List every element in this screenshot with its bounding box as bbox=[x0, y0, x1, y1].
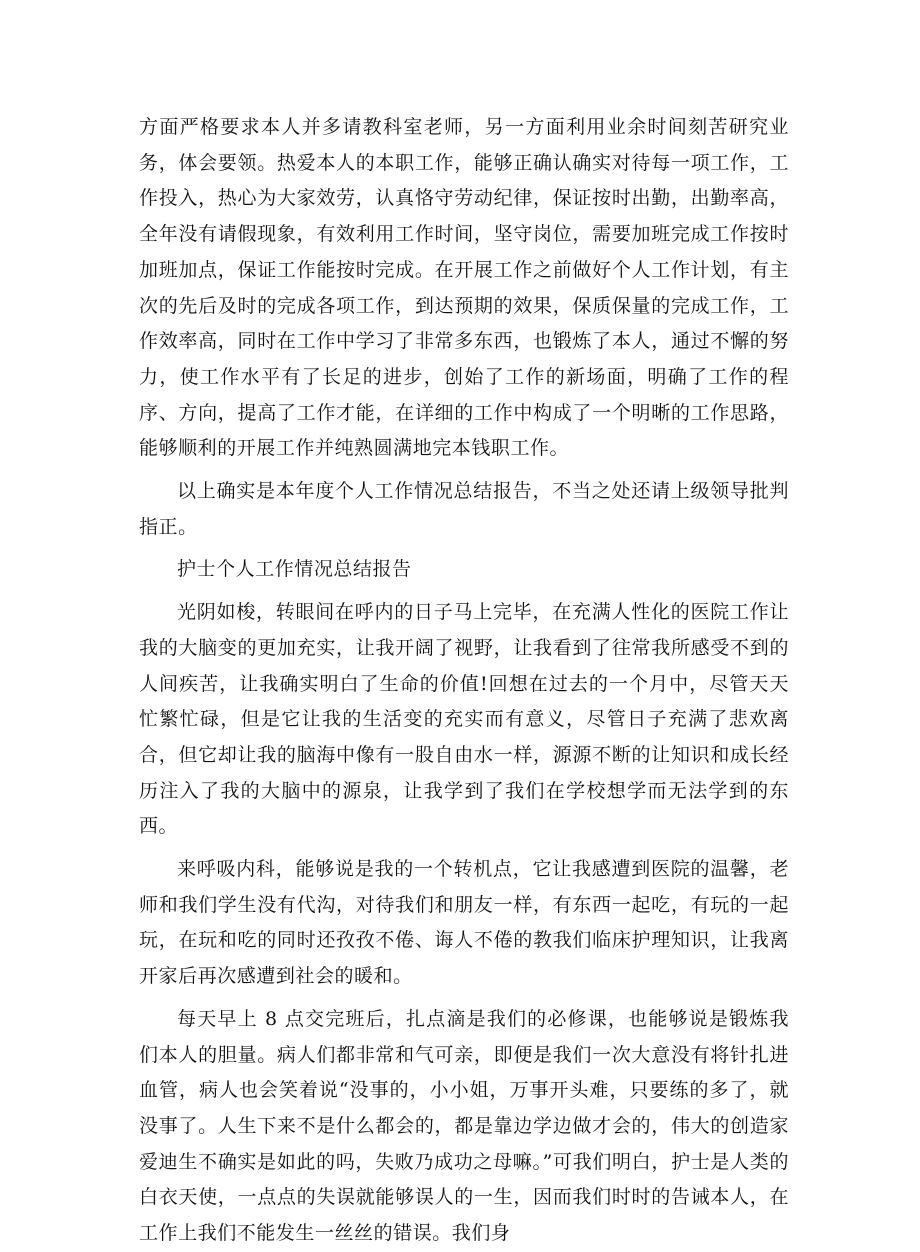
paragraph-respiratory-dept: 来呼吸内科，能够说是我的一个转机点，它让我感遭到医院的温馨，老师和我们学生没有代沟，对待我们和朋友一样，有东西一起吃，有玩的一起玩，在玩和吃的同时还孜孜不倦、诲人不倦的教我们临床护理知识，让我离开家后再次感遭到社会的暖和。 bbox=[139, 858, 789, 988]
paragraph-closing-remark: 以上确实是本年度个人工作情况总结报告，不当之处还请上级领导批判指正。 bbox=[139, 480, 789, 538]
document-body bbox=[139, 110, 789, 1252]
section-heading-nurse-report: 护士个人工作情况总结报告 bbox=[177, 558, 412, 581]
paragraph-time-flies: 光阴如梭，转眼间在呼内的日子马上完毕，在充满人性化的医院工作让我的大脑变的更加充实，让我开阔了视野，让我看到了往常我所感受不到的人间疾苦，让我确实明白了生命的价值!回想在过去的一个月中，尽管天天忙繁忙碌，但是它让我的生活变的充实而有意义，尽管日子充满了悲欢离合，但它却让我的脑海中像有一股自由水一样，源源不断的让知识和成长经历注入了我的大脑中的源泉，让我学到了我们在学校想学而无法学到的东西。 bbox=[139, 601, 789, 838]
paragraph-work-summary: 方面严格要求本人并多请教科室老师，另一方面利用业余时间刻苦研究业务，体会要领。热爱本人的本职工作，能够正确认确实对待每一项工作，工作投入，热心为大家效劳，认真恪守劳动纪律，保证按时出勤，出勤率高，全年没有请假现象，有效利用工作时间，坚守岗位，需要加班完成工作按时加班加点，保证工作能按时完成。在开展工作之前做好个人工作计划，有主次的先后及时的完成各项工作，到达预期的效果，保质保量的完成工作，工作效率高，同时在工作中学习了非常多东西，也锻炼了本人，通过不懈的努力，使工作水平有了长足的进步，创始了工作的新场面，明确了工作的程序、方向，提高了工作才能，在详细的工作中构成了一个明晰的工作思路，能够顺利的开展工作并纯熟圆满地完本钱职工作。 bbox=[139, 116, 789, 460]
paragraph-daily-routine: 每天早上 8 点交完班后，扎点滴是我们的必修课，也能够说是锻炼我们本人的胆量。病人们都非常和气可亲，即便是我们一次大意没有将针扎进血管，病人也会笑着说“没事的，小小姐，万事开头难，只要练的多了，就没事了。人生下来不是什么都会的，都是靠边学边做才会的，伟大的创造家爱迪生不确实是如此的吗，失败乃成功之母嘛。”可我们明白，护士是人类的白衣天使，一点点的失误就能够误人的一生，因而我们时时的告诫本人，在工作上我们不能发生一丝丝的错误。我们身 bbox=[139, 1007, 789, 1245]
